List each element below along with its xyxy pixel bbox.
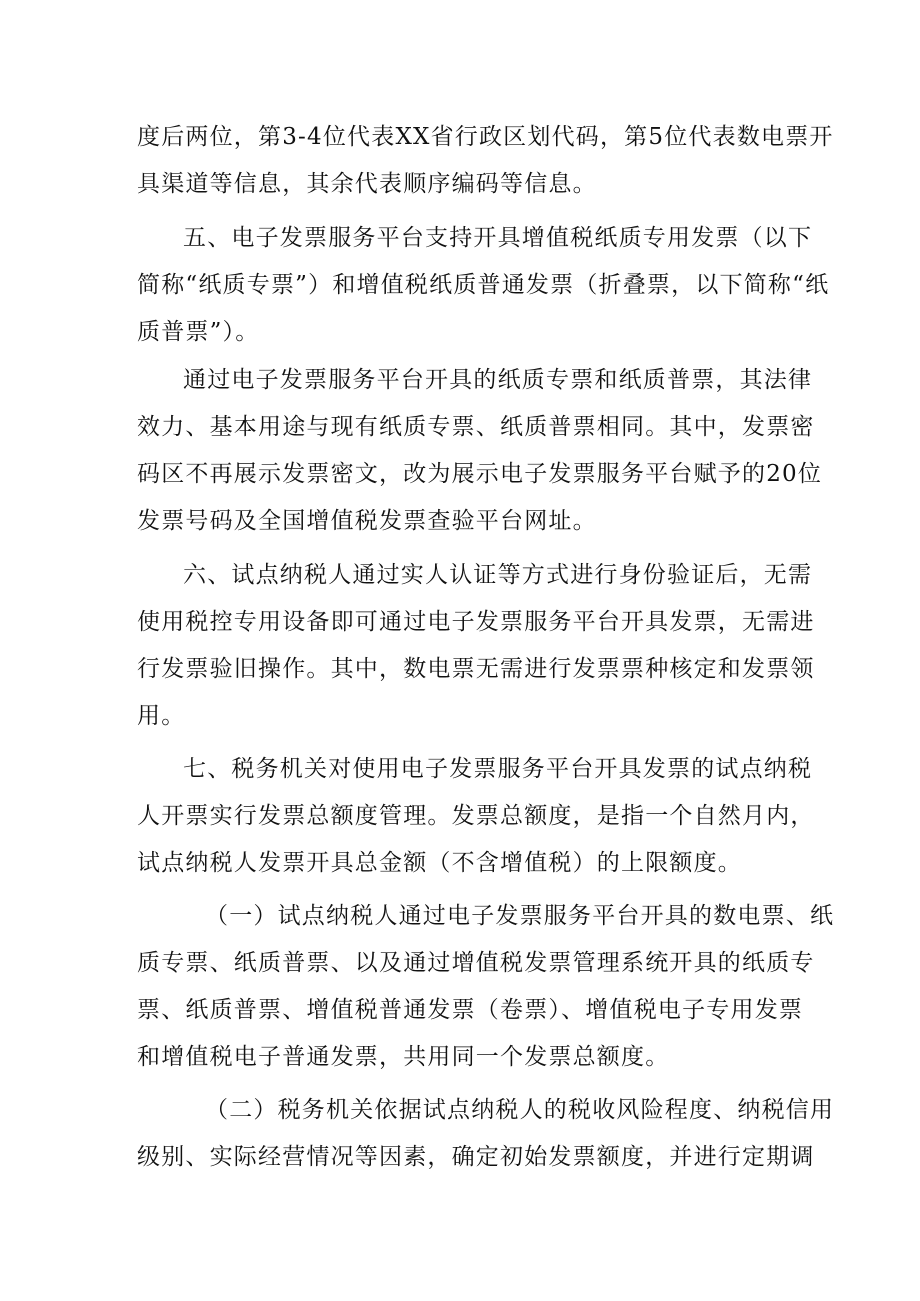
text-line: 使用税控专用设备即可通过电子发票服务平台开具发票，无需进 (137, 609, 815, 635)
text-line: 用。 (137, 703, 186, 729)
text-line: 行发票验旧操作。其中，数电票无需进行发票票种核定和发票领 (137, 656, 815, 682)
text-line: 质专票、纸质普票、以及通过增值税发票管理系统开具的纸质专 (137, 950, 815, 976)
text-line: 具渠道等信息，其余代表顺序编码等信息。 (137, 171, 597, 197)
subparagraph-1-start: （一）试点纳税人通过电子发票服务平台开具的数电票、纸 (205, 903, 835, 929)
text-line: 码区不再展示发票密文，改为展示电子发票服务平台赋予的20位 (137, 461, 823, 487)
text-line: 试点纳税人发票开具总金额（不含增值税）的上限额度。 (137, 850, 742, 876)
text-line: 度后两位，第3-4位代表XX省行政区划代码，第5位代表数电票开 (137, 124, 834, 150)
paragraph-start: 通过电子发票服务平台开具的纸质专票和纸质普票，其法律 (183, 367, 813, 393)
text-line: 发票号码及全国增值税发票查验平台网址。 (137, 508, 597, 534)
paragraph-7-start: 七、税务机关对使用电子发票服务平台开具发票的试点纳税 (183, 756, 813, 782)
text-line: 效力、基本用途与现有纸质专票、纸质普票相同。其中，发票密 (137, 414, 815, 440)
text-line: 人开票实行发票总额度管理。发票总额度，是指一个自然月内， (137, 803, 815, 829)
text-line: 质普票”）。 (137, 319, 260, 345)
subparagraph-2-start: （二）税务机关依据试点纳税人的税收风险程度、纳税信用 (205, 1097, 835, 1123)
text-line: 简称“纸质专票”）和增值税纸质普通发票（折叠票，以下简称“纸 (137, 272, 830, 298)
text-line: 和增值税电子普通发票，共用同一个发票总额度。 (137, 1044, 670, 1070)
text-line: 级别、实际经营情况等因素，确定初始发票额度，并进行定期调 (137, 1144, 815, 1170)
paragraph-5-start: 五、电子发票服务平台支持开具增值税纸质专用发票（以下 (183, 225, 813, 251)
paragraph-6-start: 六、试点纳税人通过实人认证等方式进行身份验证后，无需 (183, 562, 813, 588)
text-line: 票、纸质普票、增值税普通发票（卷票）、增值税电子专用发票 (137, 997, 804, 1023)
